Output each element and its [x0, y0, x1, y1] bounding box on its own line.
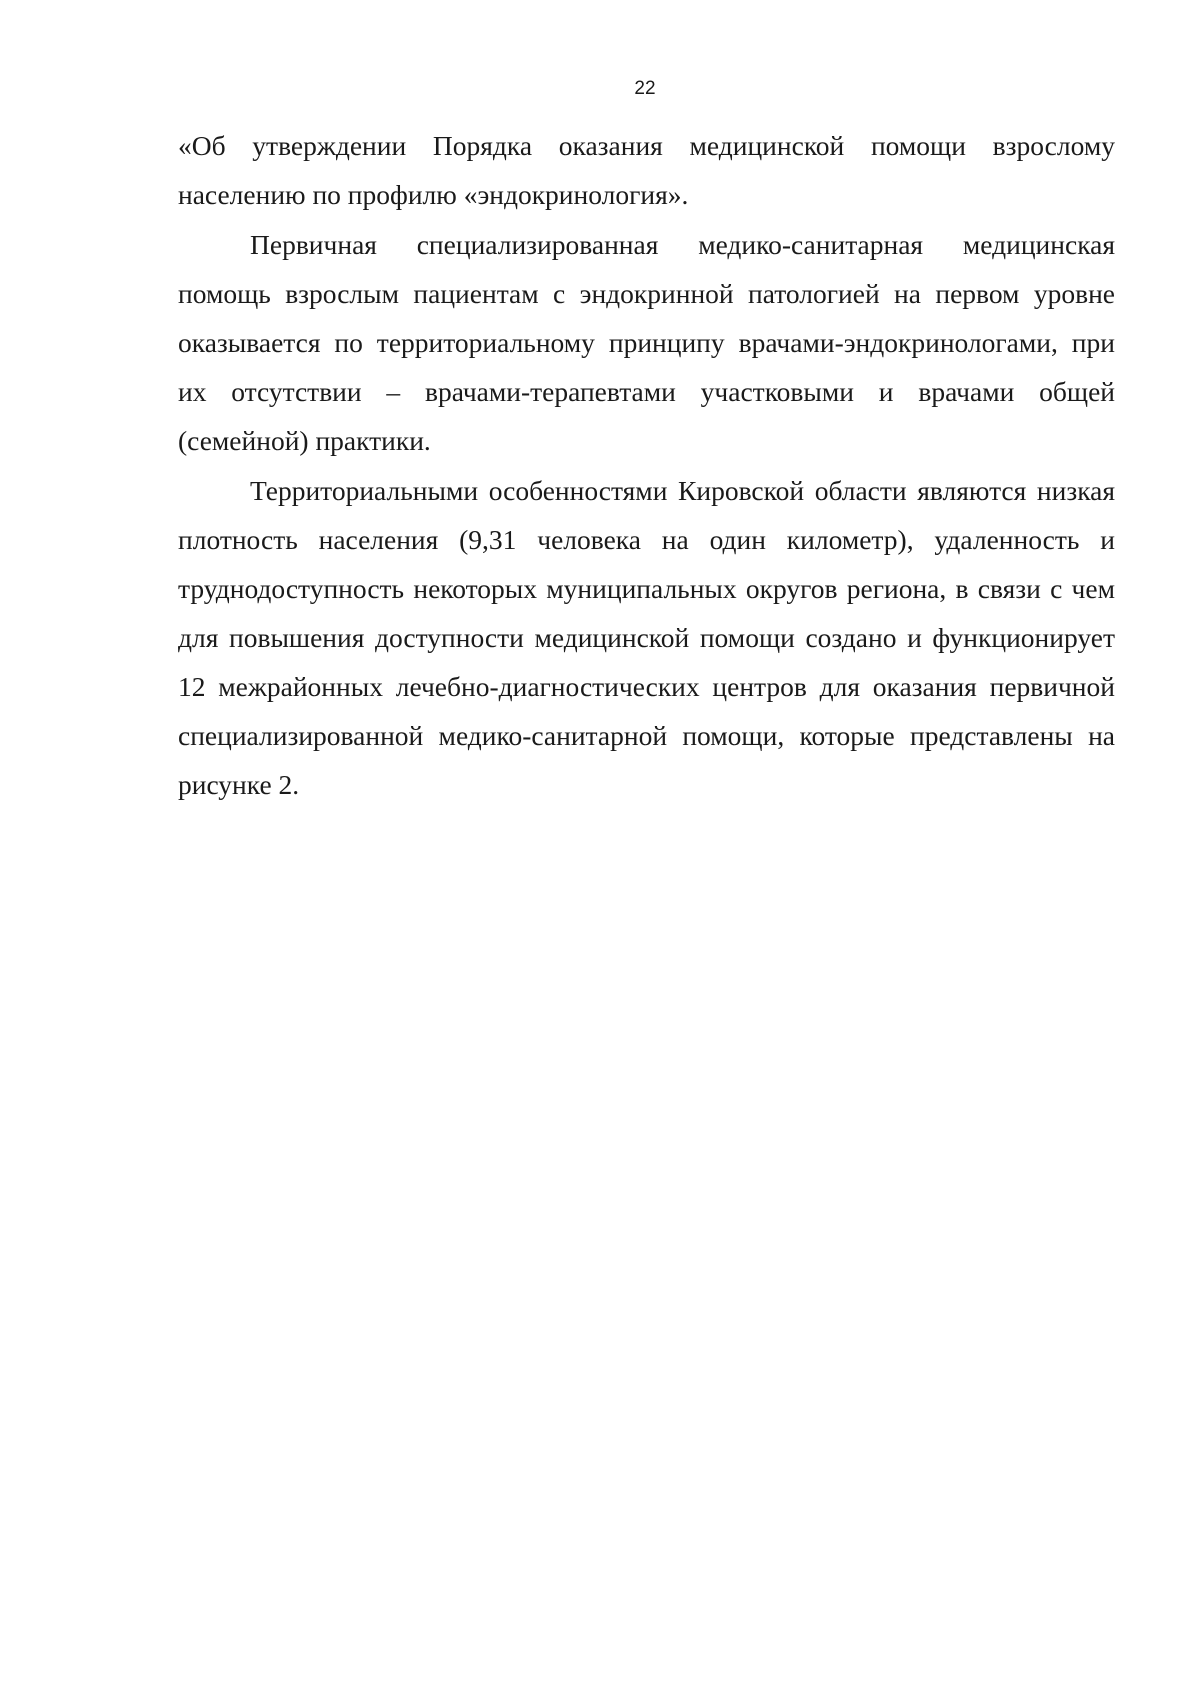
paragraph-2: Первичная специализированная медико-санитарная медицинская помощь взрослым пациентам с эндокринной патологией на первом уровне оказывается по территориальному принципу врачами-эндокринологами, при их отсутствии – врачами-терапевтами участковыми и врачами общей (семейной) практики. [178, 229, 1115, 456]
page-number: 22 [634, 78, 656, 99]
paragraph-3: Территориальными особенностями Кировской области являются низкая плотность населения (9,31 человека на один километр), удаленность и труднодоступность некоторых муниципальных округов региона, в связи с чем для повышения доступности медицинской помощи создано и функционирует 12 межрайонных лечебно-диагностических центров для оказания первичной специализированной медико-санитарной помощи, которые представлены на рисунке 2. [178, 475, 1115, 800]
document-body [178, 121, 1115, 809]
paragraph-1: «Об утверждении Порядка оказания медицинской помощи взрослому населению по профилю «эндокринология». [178, 130, 1115, 210]
